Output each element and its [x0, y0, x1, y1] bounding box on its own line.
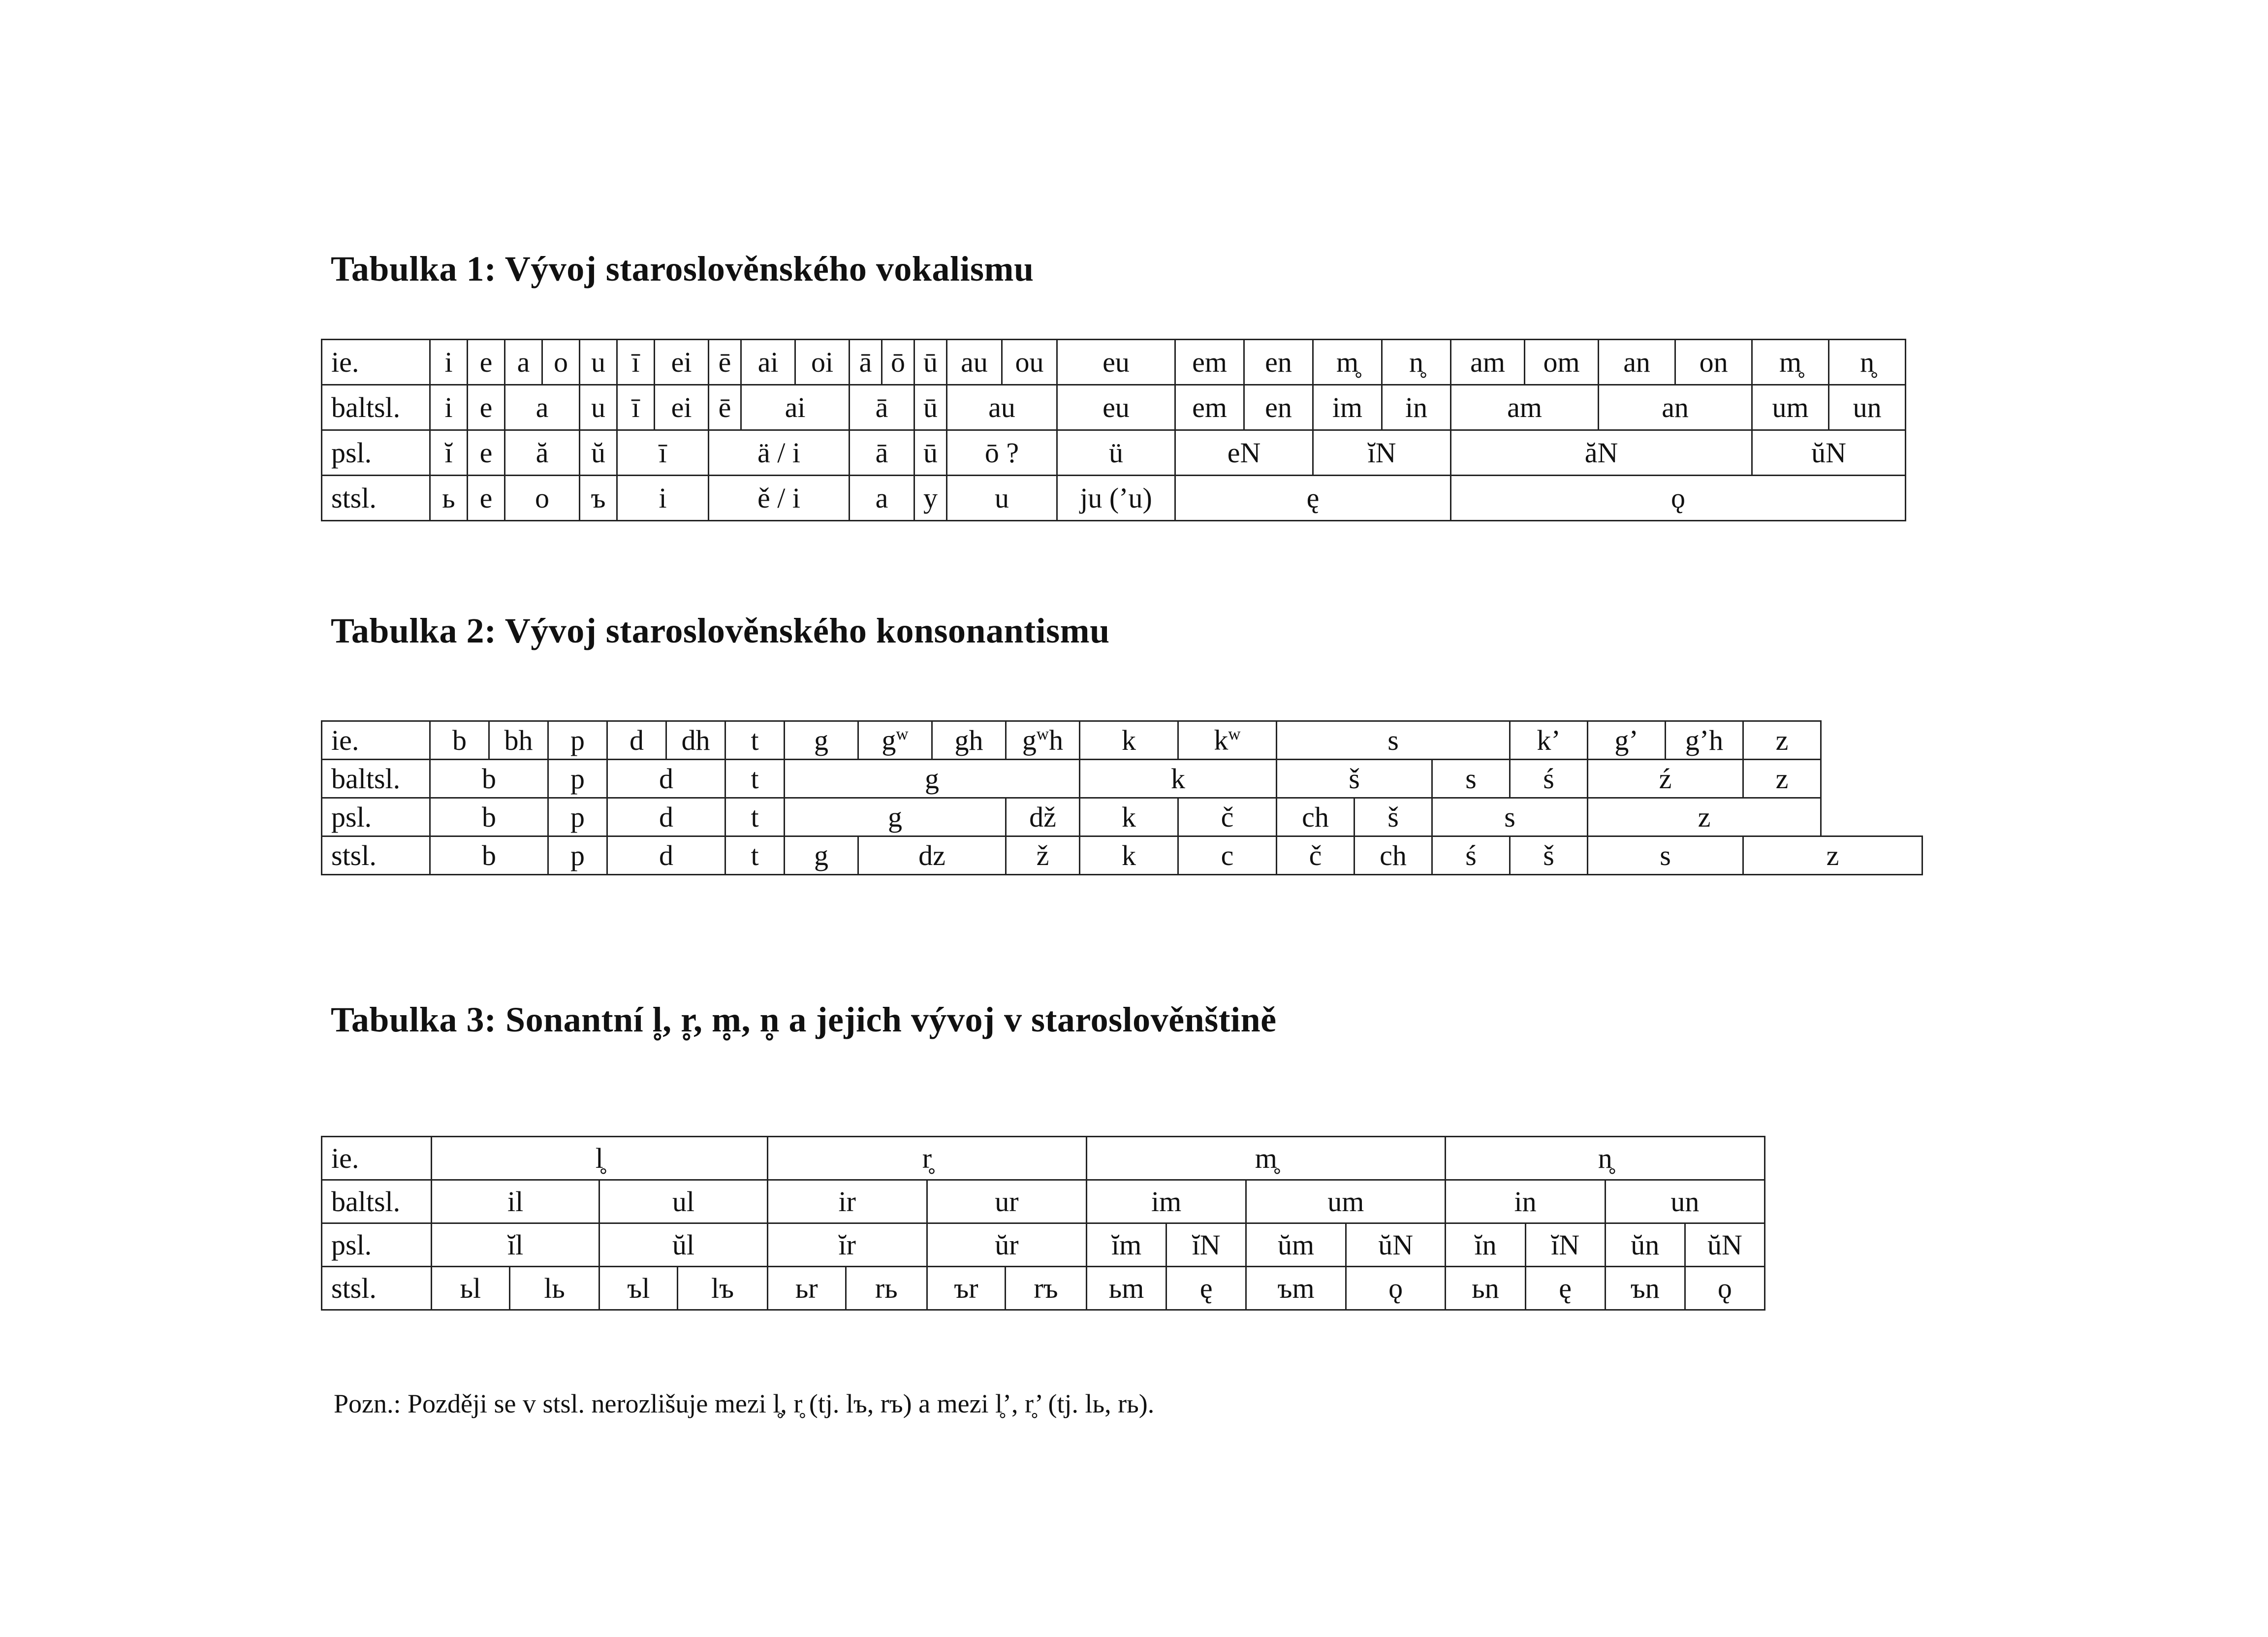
table-cell: ai — [741, 340, 795, 385]
table-cell: ī — [617, 430, 709, 476]
table-cell: g’h — [1666, 721, 1743, 760]
table-cell: y — [914, 476, 947, 521]
table-cell: g’ — [1588, 721, 1666, 760]
row-label: stsl. — [322, 1267, 432, 1310]
table-cell: e — [468, 385, 505, 430]
sonants-table — [321, 1136, 1765, 1311]
sonants-table-body — [322, 1137, 1765, 1310]
table-cell: ъn — [1605, 1267, 1685, 1310]
table-cell: ĭN — [1313, 430, 1451, 476]
table-cell: t — [725, 836, 785, 875]
table-cell: em — [1175, 385, 1244, 430]
table-cell: ę — [1525, 1267, 1605, 1310]
table-cell: t — [725, 760, 785, 798]
row-label: psl. — [322, 1223, 432, 1267]
consonantism-table-body — [322, 721, 1922, 875]
vocalism-table — [321, 339, 2060, 521]
table-cell: ü — [1057, 430, 1175, 476]
table-cell: ĭn — [1446, 1223, 1525, 1267]
table-cell: ьn — [1446, 1267, 1525, 1310]
table-cell: z — [1743, 760, 1821, 798]
table-cell: d — [607, 798, 725, 836]
table-cell: ŭN — [1346, 1223, 1446, 1267]
table-cell: a — [505, 385, 580, 430]
table-cell: š — [1354, 798, 1432, 836]
table-cell: p — [548, 798, 607, 836]
table-cell: ä / i — [709, 430, 850, 476]
table-cell: ā — [850, 430, 914, 476]
table-cell: rъ — [1005, 1267, 1086, 1310]
table-row — [322, 1180, 1765, 1223]
table-cell: k — [1080, 798, 1178, 836]
table-cell: lъ — [678, 1267, 767, 1310]
table-cell: ŭr — [927, 1223, 1086, 1267]
table-cell: au — [947, 385, 1057, 430]
table-cell: ś — [1432, 836, 1510, 875]
table-cell: um — [1752, 385, 1829, 430]
table-cell: on — [1675, 340, 1752, 385]
table1-title: Tabulka 1: Vývoj staroslověnského vokalismu — [331, 249, 1034, 289]
row-label: baltsl. — [322, 760, 430, 798]
table-cell: a — [505, 340, 542, 385]
table-cell: en — [1244, 340, 1313, 385]
table-cell: m̥ — [1752, 340, 1829, 385]
table-cell: ju (’u) — [1057, 476, 1175, 521]
table-cell: ch — [1354, 836, 1432, 875]
table-cell: ū — [914, 430, 947, 476]
table-cell: ǫ — [1346, 1267, 1446, 1310]
table-cell: s — [1277, 721, 1510, 760]
table-cell: b — [430, 721, 489, 760]
row-label: stsl. — [322, 476, 430, 521]
table-cell: n̥ — [1446, 1137, 1765, 1180]
table-cell: ź — [1588, 760, 1743, 798]
consonantism-table — [321, 720, 1923, 875]
table-cell: ĭr — [767, 1223, 927, 1267]
table-cell: ę — [1175, 476, 1451, 521]
table-cell: ăN — [1451, 430, 1752, 476]
table-cell: gh — [932, 721, 1006, 760]
table-row — [322, 760, 1922, 798]
table-cell: ā — [850, 340, 882, 385]
table-cell: eN — [1175, 430, 1313, 476]
table-cell: au — [947, 340, 1002, 385]
table-cell: n̥ — [1382, 340, 1451, 385]
table-cell: ъr — [927, 1267, 1005, 1310]
table-cell: lь — [509, 1267, 599, 1310]
table-cell: ur — [927, 1180, 1086, 1223]
table-cell: z — [1588, 798, 1821, 836]
table-cell: e — [468, 430, 505, 476]
table-cell: b — [430, 760, 548, 798]
table-cell: il — [431, 1180, 599, 1223]
table-cell: ū — [914, 385, 947, 430]
table-cell: eu — [1057, 385, 1175, 430]
table-cell: ǫ — [1685, 1267, 1764, 1310]
table-cell: ь — [430, 476, 468, 521]
table-cell: ś — [1510, 760, 1588, 798]
table-cell: ī — [617, 385, 655, 430]
table-cell: š — [1277, 760, 1432, 798]
table3-title: Tabulka 3: Sonantní l̥, r̥, m̥, n̥ a jejich vývoj v staroslověnštině — [331, 1000, 1277, 1039]
table-cell: ŭN — [1685, 1223, 1764, 1267]
table-row — [322, 721, 1922, 760]
table-row — [322, 476, 2059, 521]
table-cell: $k^w$ — [1178, 721, 1277, 760]
table-cell: o — [505, 476, 580, 521]
table-cell: in — [1382, 385, 1451, 430]
table-cell: ĭN — [1166, 1223, 1246, 1267]
table-cell: b — [430, 836, 548, 875]
table-cell: ī — [617, 340, 655, 385]
table-cell: ŭ — [580, 430, 617, 476]
table-row — [322, 798, 1922, 836]
table-cell: i — [430, 340, 468, 385]
table-cell: u — [580, 340, 617, 385]
table-cell: g — [785, 836, 858, 875]
table-cell: am — [1451, 340, 1525, 385]
table-cell: ō ? — [947, 430, 1057, 476]
table-cell: u — [580, 385, 617, 430]
table-cell: ō — [882, 340, 914, 385]
row-label: stsl. — [322, 836, 430, 875]
table-cell: eu — [1057, 340, 1175, 385]
table-cell: en — [1244, 385, 1313, 430]
table-cell: t — [725, 798, 785, 836]
table-cell: i — [430, 385, 468, 430]
table-cell: i — [617, 476, 709, 521]
table-cell: un — [1605, 1180, 1764, 1223]
row-label: ie. — [322, 340, 430, 385]
table-cell: t — [725, 721, 785, 760]
table-cell: an — [1599, 385, 1752, 430]
table-cell: ei — [655, 340, 709, 385]
table-cell: n̥ — [1829, 340, 1906, 385]
table2-title: Tabulka 2: Vývoj staroslověnského konsonantismu — [331, 611, 1110, 650]
table-cell: ĭN — [1525, 1223, 1605, 1267]
table-cell: b — [430, 798, 548, 836]
table-cell: č — [1178, 798, 1277, 836]
table-cell: ę — [1166, 1267, 1246, 1310]
table-cell: c — [1178, 836, 1277, 875]
table-cell: o — [542, 340, 580, 385]
table-cell: ĭl — [431, 1223, 599, 1267]
table-cell: s — [1432, 760, 1510, 798]
table-cell: oi — [795, 340, 850, 385]
table-cell: ьm — [1087, 1267, 1166, 1310]
row-label: baltsl. — [322, 385, 430, 430]
table-cell: em — [1175, 340, 1244, 385]
table-cell: ul — [599, 1180, 767, 1223]
table-row — [322, 836, 1922, 875]
table-row — [322, 1223, 1765, 1267]
table-cell: im — [1313, 385, 1382, 430]
table-cell: s — [1588, 836, 1743, 875]
table-cell: a — [850, 476, 914, 521]
table-row — [322, 430, 2059, 476]
table-cell: ǫ — [1451, 476, 1906, 521]
table-cell: un — [1829, 385, 1906, 430]
table-cell: rь — [846, 1267, 927, 1310]
table-cell: ă — [505, 430, 580, 476]
table-cell: $g^w$ — [858, 721, 932, 760]
table-row — [322, 385, 2059, 430]
table-cell: ŭN — [1752, 430, 1906, 476]
table-cell: g — [785, 798, 1006, 836]
table-cell: ŭn — [1605, 1223, 1685, 1267]
table-cell: r̥ — [767, 1137, 1086, 1180]
table-cell: š — [1510, 836, 1588, 875]
table-cell: im — [1087, 1180, 1246, 1223]
table-cell: ā — [850, 385, 914, 430]
table-cell: ŭl — [599, 1223, 767, 1267]
table-cell: ir — [767, 1180, 927, 1223]
table-cell: m̥ — [1313, 340, 1382, 385]
table-cell: k — [1080, 836, 1178, 875]
table-row — [322, 340, 2059, 385]
table-cell: $g^wh$ — [1006, 721, 1080, 760]
table-row — [322, 1137, 1765, 1180]
table-cell: l̥ — [431, 1137, 767, 1180]
row-label: ie. — [322, 1137, 432, 1180]
table-cell: dz — [858, 836, 1006, 875]
table-cell: e — [468, 340, 505, 385]
table-cell: s — [1432, 798, 1588, 836]
table-cell: z — [1743, 721, 1821, 760]
table-cell: ъ — [580, 476, 617, 521]
table-cell: an — [1599, 340, 1675, 385]
table-cell: k’ — [1510, 721, 1588, 760]
vocalism-table-body — [322, 340, 2059, 521]
table-cell: ē — [709, 385, 741, 430]
table-cell: ž — [1006, 836, 1080, 875]
table-cell: om — [1525, 340, 1599, 385]
table-cell: ĭm — [1087, 1223, 1166, 1267]
table-cell: u — [947, 476, 1057, 521]
table-row — [322, 1267, 1765, 1310]
table-cell: ĭ — [430, 430, 468, 476]
table-cell: ch — [1277, 798, 1354, 836]
table-cell: d — [607, 836, 725, 875]
table-cell: ai — [741, 385, 850, 430]
table-cell: um — [1246, 1180, 1446, 1223]
table-cell: d — [607, 721, 666, 760]
table-cell: ьr — [767, 1267, 846, 1310]
table-cell: ei — [655, 385, 709, 430]
table-cell: k — [1080, 760, 1277, 798]
row-label: psl. — [322, 798, 430, 836]
table-cell: p — [548, 721, 607, 760]
table-cell: dž — [1006, 798, 1080, 836]
row-label: baltsl. — [322, 1180, 432, 1223]
table-cell: ьl — [431, 1267, 509, 1310]
table-cell: p — [548, 836, 607, 875]
table-cell: m̥ — [1087, 1137, 1446, 1180]
table-cell: in — [1446, 1180, 1605, 1223]
table-cell: z — [1743, 836, 1922, 875]
footnote: Pozn.: Později se v stsl. nerozlišuje mezi l̥, r̥ (tj. lъ, rъ) a mezi l̥’, r̥’ (tj. lь, rь). — [334, 1389, 1155, 1418]
table-cell: g — [785, 760, 1080, 798]
table-cell: p — [548, 760, 607, 798]
table-cell: k — [1080, 721, 1178, 760]
table-cell: e — [468, 476, 505, 521]
table-cell: ŭm — [1246, 1223, 1346, 1267]
table-cell: bh — [489, 721, 548, 760]
table-cell: g — [785, 721, 858, 760]
table-cell: ē — [709, 340, 741, 385]
row-label: psl. — [322, 430, 430, 476]
table-cell: ou — [1002, 340, 1057, 385]
table-cell: ъm — [1246, 1267, 1346, 1310]
table-cell: ъl — [599, 1267, 678, 1310]
table-cell: d — [607, 760, 725, 798]
table-cell: ě / i — [709, 476, 850, 521]
table-cell: ū — [914, 340, 947, 385]
table-cell: dh — [666, 721, 725, 760]
row-label: ie. — [322, 721, 430, 760]
table-cell: am — [1451, 385, 1599, 430]
table-cell: č — [1277, 836, 1354, 875]
